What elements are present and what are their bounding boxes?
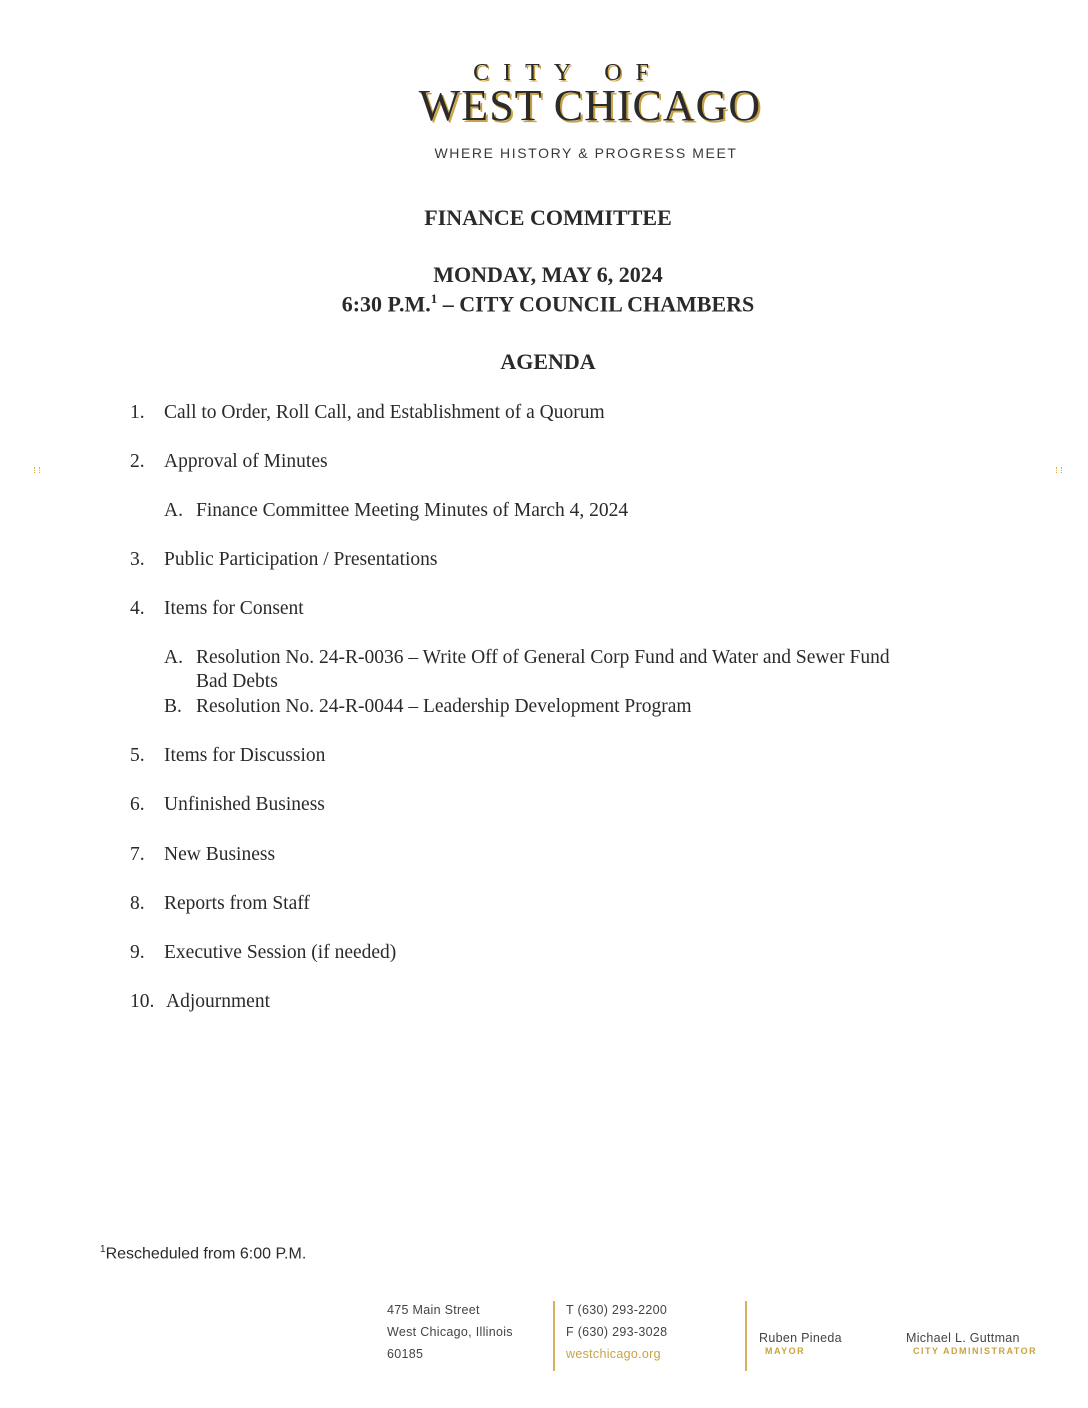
agenda-item-text: Public Participation / Presentations [164, 549, 438, 570]
administrator-title: CITY ADMINISTRATOR [913, 1346, 1038, 1356]
margin-mark-left [34, 467, 40, 473]
footnote [100, 1244, 306, 1263]
address-street: 475 Main Street [387, 1303, 480, 1317]
agenda-item-number: 6. [130, 794, 145, 815]
footer-contact [566, 1299, 667, 1365]
meeting-location: – CITY COUNCIL CHAMBERS [442, 291, 755, 317]
mayor-title: MAYOR [765, 1346, 806, 1356]
logo-tagline: WHERE HISTORY & PROGRESS MEET [434, 145, 738, 161]
agenda-item-number: 8. [130, 893, 145, 914]
meeting-date: MONDAY, MAY 6, 2024 [433, 262, 663, 287]
agenda-subitem-text: Resolution No. 24-R-0044 – Leadership Development Program [196, 696, 692, 717]
meeting-time-location [0, 291, 1088, 317]
address-city: West Chicago, Illinois [387, 1325, 513, 1339]
agenda-subitem-letter: A. [164, 500, 183, 521]
footnote-mark: 1 [100, 1244, 106, 1255]
agenda-title: AGENDA [500, 349, 596, 374]
agenda-item-number: 7. [130, 844, 145, 865]
footer-divider [745, 1301, 747, 1371]
logo-city-of: CITY OF [473, 60, 663, 86]
agenda-item-number: 9. [130, 942, 145, 963]
footer-mayor [759, 1330, 842, 1356]
agenda-item-number: 10. [130, 991, 155, 1012]
agenda-item-number: 2. [130, 451, 145, 472]
agenda-subitem-letter: A. [164, 647, 183, 668]
agenda-item-text: Items for Discussion [164, 745, 326, 766]
margin-mark-right [1056, 467, 1062, 473]
agenda-subitem-text: Finance Committee Meeting Minutes of March 4, 2024 [196, 500, 629, 521]
agenda-subitem-text: Bad Debts [196, 671, 278, 692]
phone-number: T (630) 293-2200 [566, 1303, 668, 1317]
meeting-time: 6:30 P.M. [341, 291, 431, 317]
footer-address [387, 1299, 513, 1365]
agenda-subitem-letter: B. [164, 696, 182, 717]
agenda-item-text: Approval of Minutes [164, 451, 328, 472]
logo-city-name: WEST CHICAGO [418, 81, 762, 130]
website-link[interactable]: westchicago.org [566, 1347, 661, 1361]
mayor-name: Ruben Pineda [759, 1331, 842, 1345]
agenda-item-text: Reports from Staff [164, 893, 310, 914]
agenda-item-text: New Business [164, 844, 276, 865]
agenda-item-text: Executive Session (if needed) [164, 942, 397, 963]
fax-number: F (630) 293-3028 [566, 1325, 668, 1339]
agenda-item-text: Call to Order, Roll Call, and Establishment of a Quorum [164, 402, 605, 423]
agenda-item-text: Adjournment [166, 991, 270, 1012]
footer-administrator [906, 1330, 1037, 1356]
administrator-name: Michael L. Guttman [906, 1331, 1020, 1345]
agenda-item-text: Unfinished Business [164, 794, 325, 815]
agenda-item-number: 1. [130, 402, 145, 423]
footer-divider [553, 1301, 555, 1371]
footnote-text: Rescheduled from 6:00 P.M. [105, 1245, 307, 1263]
agenda-item-number: 3. [130, 549, 145, 570]
time-footnote-mark: 1 [430, 291, 438, 306]
agenda-item-number: 4. [130, 598, 145, 619]
agenda-subitem-text: Resolution No. 24-R-0036 – Write Off of General Corp Fund and Water and Sewer Fund [196, 647, 890, 668]
agenda-item-text: Items for Consent [164, 598, 304, 619]
agenda-item-number: 5. [130, 745, 145, 766]
address-zip: 60185 [387, 1347, 424, 1361]
committee-title: FINANCE COMMITTEE [424, 205, 672, 230]
